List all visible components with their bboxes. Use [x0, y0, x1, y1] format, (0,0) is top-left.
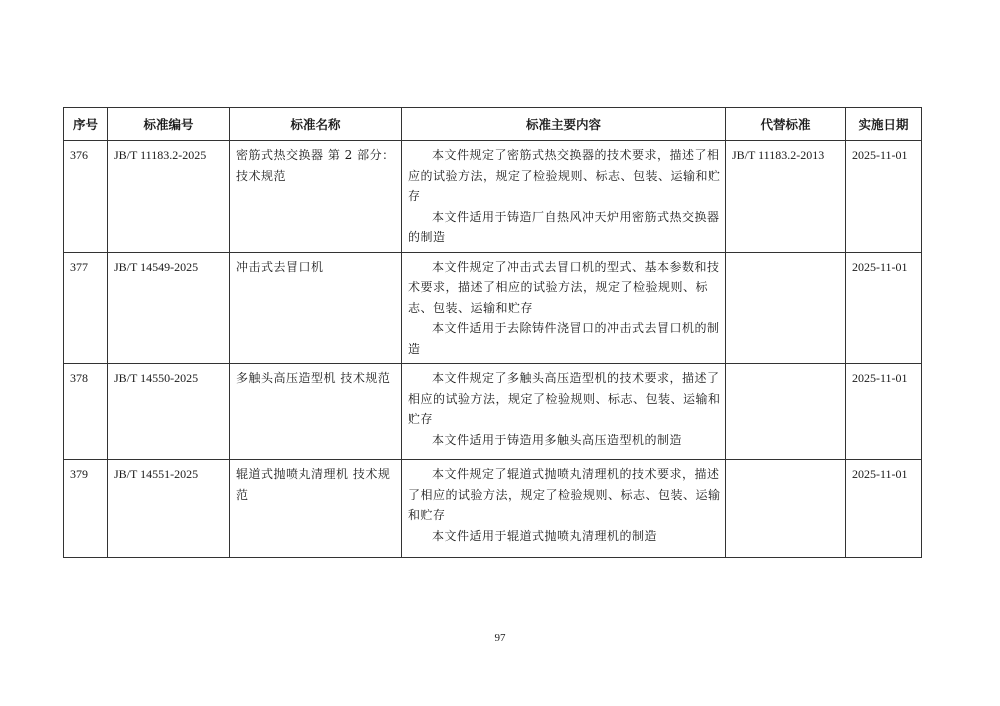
content-paragraph: 本文件规定了多触头高压造型机的技术要求，描述了相应的试验方法，规定了检验规则、标志、包装、运输和贮存 [408, 371, 721, 426]
cell-seq: 377 [64, 252, 108, 364]
cell-name: 冲击式去冒口机 [230, 252, 402, 364]
cell-content [402, 141, 726, 253]
cell-replace: JB/T 11183.2-2013 [726, 141, 846, 253]
cell-content [402, 252, 726, 364]
cell-seq: 376 [64, 141, 108, 253]
standards-table [63, 107, 922, 558]
header-replace: 代替标准 [726, 108, 846, 141]
cell-replace [726, 252, 846, 364]
table-row [64, 252, 922, 364]
cell-content [402, 460, 726, 558]
cell-name: 辊道式抛喷丸清理机 技术规范 [230, 460, 402, 558]
header-seq: 序号 [64, 108, 108, 141]
cell-name: 多触头高压造型机 技术规范 [230, 364, 402, 460]
table-row [64, 460, 922, 558]
header-code: 标准编号 [108, 108, 230, 141]
cell-replace [726, 460, 846, 558]
content-paragraph: 本文件规定了冲击式去冒口机的型式、基本参数和技术要求，描述了相应的试验方法，规定了检验规则、标志、包装、运输和贮存 [408, 259, 720, 315]
content-paragraph: 本文件适用于去除铸件浇冒口的冲击式去冒口机的制造 [408, 321, 720, 356]
header-name: 标准名称 [230, 108, 402, 141]
content-paragraph: 本文件规定了辊道式抛喷丸清理机的技术要求，描述了相应的试验方法，规定了检验规则、标志、包装、运输和贮存 [408, 467, 721, 522]
cell-code: JB/T 14551-2025 [108, 460, 230, 558]
content-paragraph: 本文件适用于辊道式抛喷丸清理机的制造 [432, 528, 658, 543]
page-number: 97 [494, 632, 506, 644]
cell-name: 密筋式热交换器 第 2 部分：技术规范 [230, 141, 402, 253]
cell-date: 2025-11-01 [846, 252, 922, 364]
cell-code: JB/T 14550-2025 [108, 364, 230, 460]
cell-date: 2025-11-01 [846, 460, 922, 558]
content-paragraph: 本文件适用于铸造用多触头高压造型机的制造 [432, 432, 683, 447]
header-date: 实施日期 [846, 108, 922, 141]
content-paragraph: 本文件适用于铸造厂自热风冲天炉用密筋式热交换器的制造 [408, 209, 720, 244]
cell-date: 2025-11-01 [846, 364, 922, 460]
header-content: 标准主要内容 [402, 108, 726, 141]
table-row [64, 364, 922, 460]
cell-seq: 379 [64, 460, 108, 558]
table-header-row [64, 108, 922, 141]
cell-seq: 378 [64, 364, 108, 460]
content-paragraph: 本文件规定了密筋式热交换器的技术要求，描述了相应的试验方法，规定了检验规则、标志、包装、运输和贮存 [408, 148, 721, 203]
cell-replace [726, 364, 846, 460]
table-row [64, 141, 922, 253]
cell-code: JB/T 14549-2025 [108, 252, 230, 364]
cell-date: 2025-11-01 [846, 141, 922, 253]
cell-code: JB/T 11183.2-2025 [108, 141, 230, 253]
cell-content [402, 364, 726, 460]
